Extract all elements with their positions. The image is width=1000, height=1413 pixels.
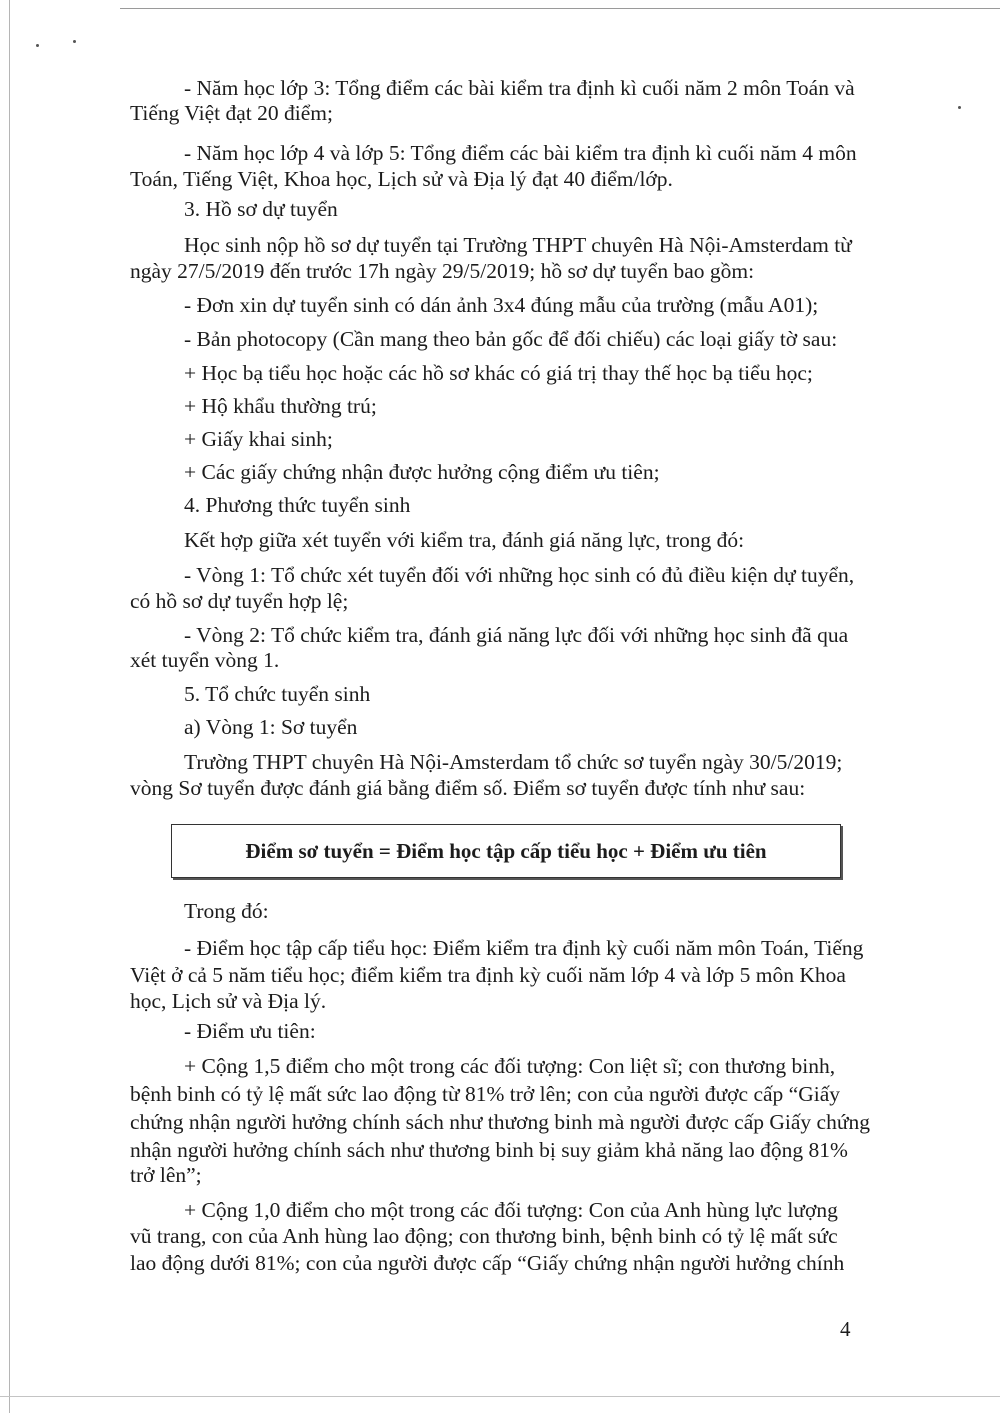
subsection-heading: a) Vòng 1: Sơ tuyển	[184, 715, 358, 739]
text-line: - Điểm ưu tiên:	[184, 1019, 316, 1043]
text-line: Tiếng Việt đạt 20 điểm;	[130, 101, 333, 125]
text-line: - Vòng 1: Tổ chức xét tuyển đối với những học sinh có đủ điều kiện dự tuyển,	[184, 563, 855, 587]
scan-edge-top	[120, 8, 1000, 9]
text-line: Việt ở cả 5 năm tiểu học; điểm kiểm tra định kỳ cuối năm lớp 4 và lớp 5 môn Khoa	[130, 963, 846, 987]
text-line: ngày 27/5/2019 đến trước 17h ngày 29/5/2019; hồ sơ dự tuyển bao gồm:	[130, 259, 755, 283]
text-line: trở lên”;	[130, 1163, 202, 1187]
text-line: lao động dưới 81%; con của người được cấp “Giấy chứng nhận người hưởng chính	[130, 1251, 845, 1275]
text-line: + Cộng 1,0 điểm cho một trong các đối tượng: Con của Anh hùng lực lượng	[184, 1198, 838, 1222]
text-line: + Cộng 1,5 điểm cho một trong các đối tượng: Con liệt sĩ; con thương binh,	[184, 1054, 836, 1078]
text-line: Trường THPT chuyên Hà Nội-Amsterdam tổ chức sơ tuyển ngày 30/5/2019;	[184, 750, 843, 774]
text-line: xét tuyển vòng 1.	[130, 648, 280, 672]
scan-speck	[73, 40, 76, 43]
text-line: vũ trang, con của Anh hùng lao động; con thương binh, bệnh binh có tỷ lệ mất sức	[130, 1224, 838, 1248]
text-line: bệnh binh có tỷ lệ mất sức lao động từ 81% trở lên; con của người được cấp “Giấy	[130, 1082, 841, 1106]
section-heading: 5. Tổ chức tuyển sinh	[184, 682, 371, 706]
scan-speck	[958, 106, 961, 109]
text-line: - Năm học lớp 4 và lớp 5: Tổng điểm các bài kiểm tra định kì cuối năm 4 môn	[184, 141, 857, 165]
formula-text: Điểm sơ tuyển = Điểm học tập cấp tiểu học + Điểm ưu tiên	[245, 838, 767, 863]
text-line: Học sinh nộp hồ sơ dự tuyển tại Trường THPT chuyên Hà Nội-Amsterdam từ	[184, 233, 852, 257]
page-number: 4	[840, 1317, 851, 1341]
text-line: Kết hợp giữa xét tuyển với kiểm tra, đánh giá năng lực, trong đó:	[184, 528, 745, 552]
text-line: - Vòng 2: Tổ chức kiểm tra, đánh giá năng lực đối với những học sinh đã qua	[184, 623, 849, 647]
scan-edge-bottom	[0, 1396, 1000, 1397]
text-line: - Điểm học tập cấp tiểu học: Điểm kiểm tra định kỳ cuối năm môn Toán, Tiếng	[184, 936, 864, 960]
text-line: - Bản photocopy (Cần mang theo bản gốc để đối chiếu) các loại giấy tờ sau:	[184, 327, 838, 351]
scan-speck	[36, 44, 39, 47]
text-line: + Hộ khẩu thường trú;	[184, 394, 377, 418]
formula-box	[171, 824, 841, 878]
text-line: học, Lịch sử và Địa lý.	[130, 989, 327, 1013]
section-heading: 4. Phương thức tuyển sinh	[184, 493, 411, 517]
scan-edge-left	[9, 0, 10, 1413]
text-line: + Các giấy chứng nhận được hưởng cộng điểm ưu tiên;	[184, 460, 660, 484]
section-heading: 3. Hồ sơ dự tuyển	[184, 197, 338, 221]
text-line: - Đơn xin dự tuyển sinh có dán ảnh 3x4 đúng mẫu của trường (mẫu A01);	[184, 293, 819, 317]
text-line: nhận người hưởng chính sách như thương binh bị suy giảm khả năng lao động 81%	[130, 1138, 848, 1162]
text-line: + Học bạ tiểu học hoặc các hồ sơ khác có giá trị thay thế học bạ tiểu học;	[184, 361, 813, 385]
text-line: + Giấy khai sinh;	[184, 427, 333, 451]
text-line: - Năm học lớp 3: Tổng điểm các bài kiểm tra định kì cuối năm 2 môn Toán và	[184, 76, 855, 100]
text-line: có hồ sơ dự tuyển hợp lệ;	[130, 589, 349, 613]
text-line: chứng nhận người hưởng chính sách như thương binh mà người được cấp Giấy chứng	[130, 1110, 870, 1134]
text-line: vòng Sơ tuyển được đánh giá bằng điểm số. Điểm sơ tuyển được tính như sau:	[130, 776, 806, 800]
text-line: Trong đó:	[184, 899, 269, 923]
text-line: Toán, Tiếng Việt, Khoa học, Lịch sử và Địa lý đạt 40 điểm/lớp.	[130, 167, 673, 191]
